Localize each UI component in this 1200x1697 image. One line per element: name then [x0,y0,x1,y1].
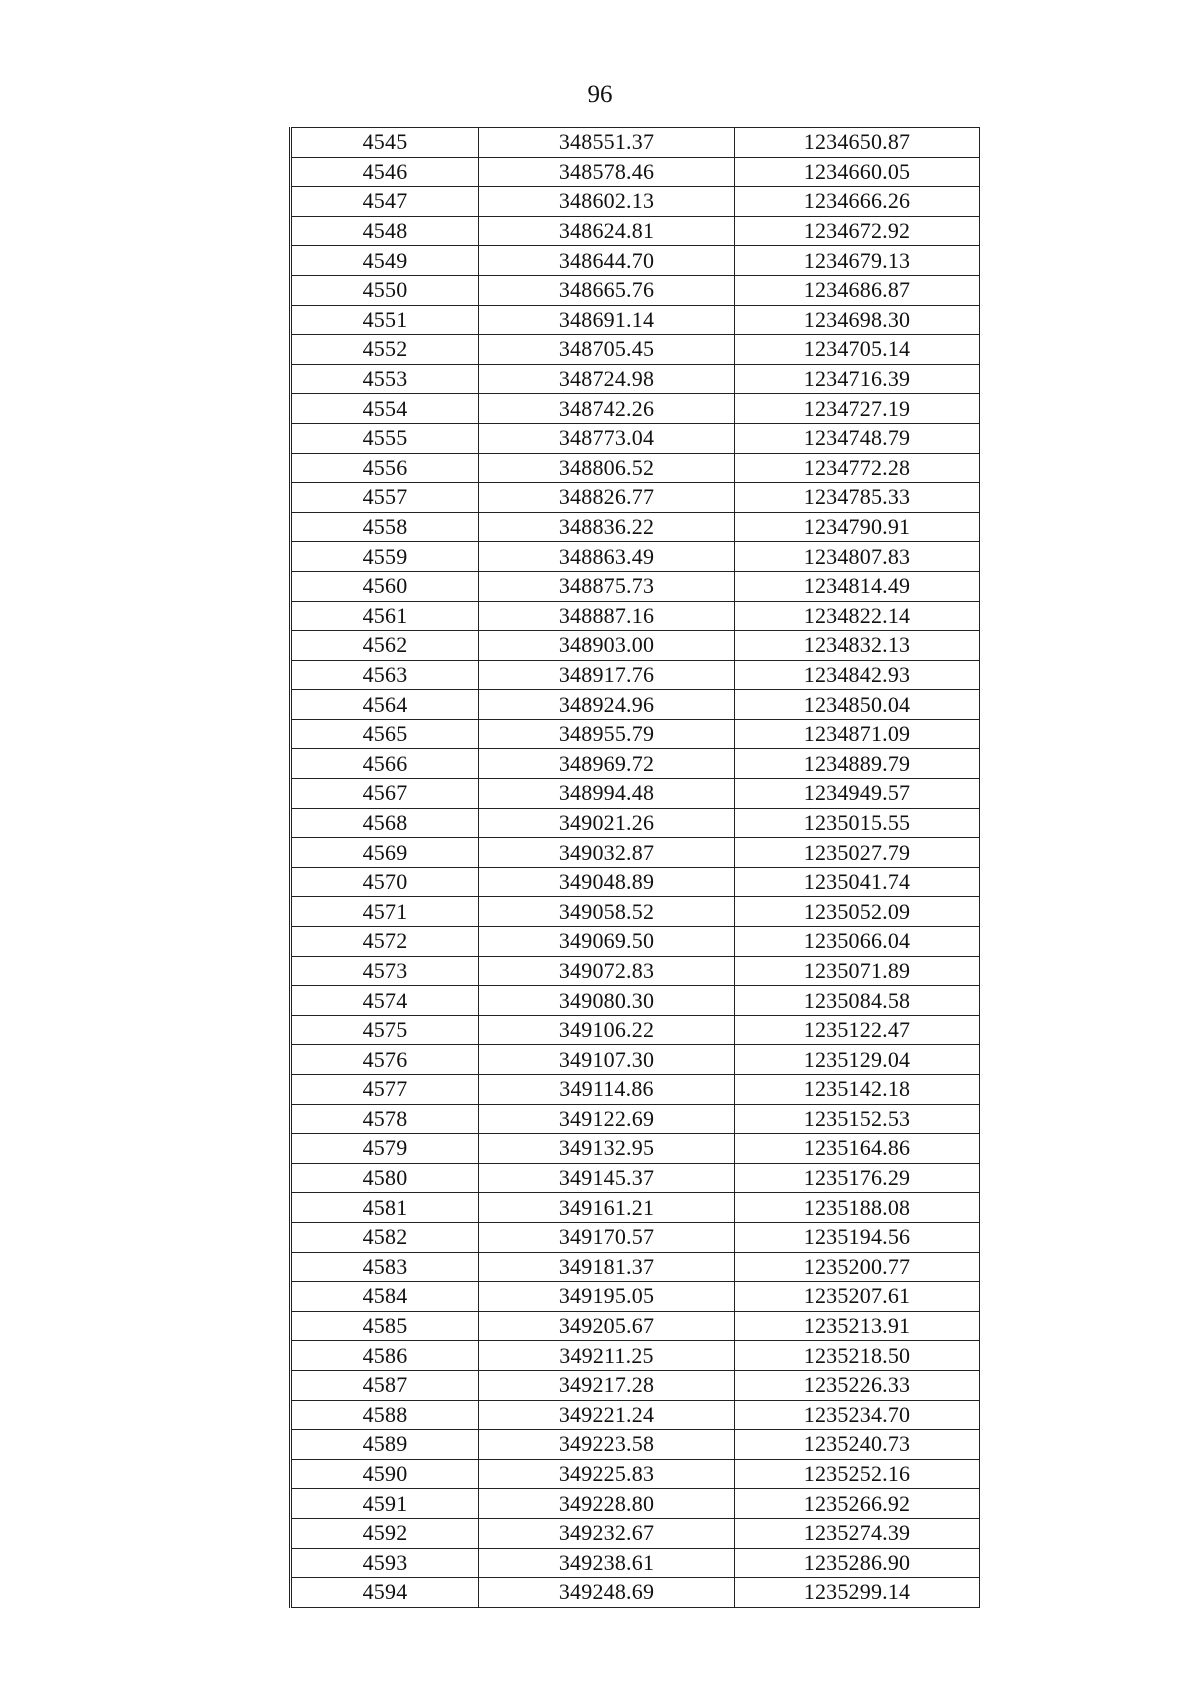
x-coordinate-cell: 348955.79 [479,719,735,749]
y-coordinate-cell: 1235286.90 [735,1548,980,1578]
point-number-cell: 4574 [291,986,479,1016]
y-coordinate-cell: 1235252.16 [735,1459,980,1489]
x-coordinate-cell: 349205.67 [479,1311,735,1341]
x-coordinate-cell: 349058.52 [479,897,735,927]
y-coordinate-cell: 1234650.87 [735,128,980,158]
table-row [291,1193,980,1223]
y-coordinate-cell: 1234698.30 [735,305,980,335]
table-row [291,631,980,661]
y-coordinate-cell: 1234705.14 [735,335,980,365]
point-number-cell: 4587 [291,1370,479,1400]
x-coordinate-cell: 349114.86 [479,1075,735,1105]
point-number-cell: 4547 [291,187,479,217]
x-coordinate-cell: 348705.45 [479,335,735,365]
x-coordinate-cell: 349107.30 [479,1045,735,1075]
table-row [291,187,980,217]
y-coordinate-cell: 1235218.50 [735,1341,980,1371]
point-number-cell: 4583 [291,1252,479,1282]
y-coordinate-cell: 1235266.92 [735,1489,980,1519]
table-row [291,157,980,187]
table-row [291,1370,980,1400]
table-row [291,897,980,927]
point-number-cell: 4545 [291,128,479,158]
point-number-cell: 4576 [291,1045,479,1075]
point-number-cell: 4555 [291,423,479,453]
y-coordinate-cell: 1234822.14 [735,601,980,631]
table-row [291,1252,980,1282]
x-coordinate-cell: 349048.89 [479,867,735,897]
y-coordinate-cell: 1234686.87 [735,275,980,305]
y-coordinate-cell: 1235041.74 [735,867,980,897]
y-coordinate-cell: 1235213.91 [735,1311,980,1341]
y-coordinate-cell: 1234790.91 [735,512,980,542]
table-row [291,1015,980,1045]
table-row [291,128,980,158]
y-coordinate-cell: 1235142.18 [735,1075,980,1105]
x-coordinate-cell: 349211.25 [479,1341,735,1371]
x-coordinate-cell: 348924.96 [479,690,735,720]
x-coordinate-cell: 349195.05 [479,1282,735,1312]
point-number-cell: 4585 [291,1311,479,1341]
y-coordinate-cell: 1234785.33 [735,483,980,513]
coordinates-table-body [291,128,980,1608]
table-row [291,986,980,1016]
y-coordinate-cell: 1234850.04 [735,690,980,720]
table-row [291,1075,980,1105]
x-coordinate-cell: 348578.46 [479,157,735,187]
x-coordinate-cell: 348863.49 [479,542,735,572]
point-number-cell: 4586 [291,1341,479,1371]
y-coordinate-cell: 1234672.92 [735,216,980,246]
y-coordinate-cell: 1235084.58 [735,986,980,1016]
y-coordinate-cell: 1235200.77 [735,1252,980,1282]
point-number-cell: 4560 [291,571,479,601]
table-row [291,601,980,631]
point-number-cell: 4549 [291,246,479,276]
x-coordinate-cell: 349145.37 [479,1163,735,1193]
x-coordinate-cell: 349080.30 [479,986,735,1016]
point-number-cell: 4589 [291,1430,479,1460]
y-coordinate-cell: 1234716.39 [735,364,980,394]
x-coordinate-cell: 348875.73 [479,571,735,601]
x-coordinate-cell: 349032.87 [479,838,735,868]
y-coordinate-cell: 1235207.61 [735,1282,980,1312]
table-row [291,246,980,276]
y-coordinate-cell: 1235176.29 [735,1163,980,1193]
point-number-cell: 4577 [291,1075,479,1105]
y-coordinate-cell: 1234807.83 [735,542,980,572]
x-coordinate-cell: 348691.14 [479,305,735,335]
table-row [291,1341,980,1371]
point-number-cell: 4548 [291,216,479,246]
point-number-cell: 4569 [291,838,479,868]
table-row [291,1578,980,1608]
table-row [291,394,980,424]
x-coordinate-cell: 348887.16 [479,601,735,631]
x-coordinate-cell: 349132.95 [479,1134,735,1164]
point-number-cell: 4590 [291,1459,479,1489]
point-number-cell: 4562 [291,631,479,661]
y-coordinate-cell: 1234727.19 [735,394,980,424]
table-row [291,1163,980,1193]
table-row [291,808,980,838]
page-number: 96 [587,81,613,108]
x-coordinate-cell: 349122.69 [479,1104,735,1134]
table-row [291,749,980,779]
point-number-cell: 4557 [291,483,479,513]
point-number-cell: 4546 [291,157,479,187]
point-number-cell: 4564 [291,690,479,720]
table-row [291,1489,980,1519]
y-coordinate-cell: 1234772.28 [735,453,980,483]
x-coordinate-cell: 349170.57 [479,1222,735,1252]
y-coordinate-cell: 1235052.09 [735,897,980,927]
y-coordinate-cell: 1234748.79 [735,423,980,453]
y-coordinate-cell: 1235274.39 [735,1518,980,1548]
table-row [291,1282,980,1312]
x-coordinate-cell: 348551.37 [479,128,735,158]
table-row [291,1430,980,1460]
x-coordinate-cell: 348903.00 [479,631,735,661]
point-number-cell: 4578 [291,1104,479,1134]
table-row [291,483,980,513]
table-row [291,364,980,394]
point-number-cell: 4593 [291,1548,479,1578]
table-row [291,1045,980,1075]
y-coordinate-cell: 1234666.26 [735,187,980,217]
point-number-cell: 4561 [291,601,479,631]
y-coordinate-cell: 1235071.89 [735,956,980,986]
table-row [291,927,980,957]
x-coordinate-cell: 348773.04 [479,423,735,453]
y-coordinate-cell: 1235152.53 [735,1104,980,1134]
table-row [291,512,980,542]
point-number-cell: 4588 [291,1400,479,1430]
point-number-cell: 4584 [291,1282,479,1312]
point-number-cell: 4594 [291,1578,479,1608]
point-number-cell: 4567 [291,779,479,809]
table-row [291,423,980,453]
point-number-cell: 4579 [291,1134,479,1164]
table-row [291,1400,980,1430]
y-coordinate-cell: 1235066.04 [735,927,980,957]
x-coordinate-cell: 349225.83 [479,1459,735,1489]
table-row [291,1311,980,1341]
y-coordinate-cell: 1235015.55 [735,808,980,838]
x-coordinate-cell: 348742.26 [479,394,735,424]
x-coordinate-cell: 349228.80 [479,1489,735,1519]
coordinates-table [289,127,980,1608]
point-number-cell: 4572 [291,927,479,957]
x-coordinate-cell: 349217.28 [479,1370,735,1400]
y-coordinate-cell: 1234871.09 [735,719,980,749]
point-number-cell: 4575 [291,1015,479,1045]
x-coordinate-cell: 349021.26 [479,808,735,838]
table-row [291,1104,980,1134]
table-row [291,867,980,897]
y-coordinate-cell: 1234814.49 [735,571,980,601]
x-coordinate-cell: 348917.76 [479,660,735,690]
point-number-cell: 4591 [291,1489,479,1519]
point-number-cell: 4568 [291,808,479,838]
x-coordinate-cell: 349221.24 [479,1400,735,1430]
table-row [291,1222,980,1252]
table-row [291,1459,980,1489]
x-coordinate-cell: 349072.83 [479,956,735,986]
point-number-cell: 4581 [291,1193,479,1223]
y-coordinate-cell: 1234832.13 [735,631,980,661]
point-number-cell: 4592 [291,1518,479,1548]
x-coordinate-cell: 348644.70 [479,246,735,276]
x-coordinate-cell: 349106.22 [479,1015,735,1045]
y-coordinate-cell: 1235240.73 [735,1430,980,1460]
x-coordinate-cell: 349223.58 [479,1430,735,1460]
point-number-cell: 4566 [291,749,479,779]
x-coordinate-cell: 348624.81 [479,216,735,246]
x-coordinate-cell: 348969.72 [479,749,735,779]
point-number-cell: 4550 [291,275,479,305]
point-number-cell: 4582 [291,1222,479,1252]
x-coordinate-cell: 349161.21 [479,1193,735,1223]
point-number-cell: 4570 [291,867,479,897]
table-row [291,660,980,690]
y-coordinate-cell: 1235226.33 [735,1370,980,1400]
table-row [291,542,980,572]
table-row [291,719,980,749]
x-coordinate-cell: 349238.61 [479,1548,735,1578]
table-row [291,779,980,809]
point-number-cell: 4563 [291,660,479,690]
x-coordinate-cell: 348994.48 [479,779,735,809]
table-row [291,1548,980,1578]
x-coordinate-cell: 348806.52 [479,453,735,483]
point-number-cell: 4551 [291,305,479,335]
x-coordinate-cell: 349181.37 [479,1252,735,1282]
table-row [291,1134,980,1164]
y-coordinate-cell: 1235164.86 [735,1134,980,1164]
y-coordinate-cell: 1234842.93 [735,660,980,690]
table-row [291,838,980,868]
y-coordinate-cell: 1235234.70 [735,1400,980,1430]
table-row [291,956,980,986]
point-number-cell: 4558 [291,512,479,542]
point-number-cell: 4554 [291,394,479,424]
x-coordinate-cell: 349248.69 [479,1578,735,1608]
table-row [291,335,980,365]
table-row [291,275,980,305]
table-row [291,571,980,601]
x-coordinate-cell: 348826.77 [479,483,735,513]
y-coordinate-cell: 1235194.56 [735,1222,980,1252]
y-coordinate-cell: 1235129.04 [735,1045,980,1075]
y-coordinate-cell: 1235188.08 [735,1193,980,1223]
point-number-cell: 4565 [291,719,479,749]
x-coordinate-cell: 348602.13 [479,187,735,217]
x-coordinate-cell: 349069.50 [479,927,735,957]
x-coordinate-cell: 348665.76 [479,275,735,305]
y-coordinate-cell: 1235027.79 [735,838,980,868]
y-coordinate-cell: 1235122.47 [735,1015,980,1045]
table-row [291,1518,980,1548]
point-number-cell: 4556 [291,453,479,483]
x-coordinate-cell: 349232.67 [479,1518,735,1548]
y-coordinate-cell: 1234889.79 [735,749,980,779]
y-coordinate-cell: 1234660.05 [735,157,980,187]
point-number-cell: 4580 [291,1163,479,1193]
table-row [291,216,980,246]
point-number-cell: 4552 [291,335,479,365]
y-coordinate-cell: 1234949.57 [735,779,980,809]
x-coordinate-cell: 348836.22 [479,512,735,542]
y-coordinate-cell: 1234679.13 [735,246,980,276]
point-number-cell: 4559 [291,542,479,572]
y-coordinate-cell: 1235299.14 [735,1578,980,1608]
point-number-cell: 4571 [291,897,479,927]
point-number-cell: 4553 [291,364,479,394]
table-row [291,305,980,335]
x-coordinate-cell: 348724.98 [479,364,735,394]
table-row [291,690,980,720]
point-number-cell: 4573 [291,956,479,986]
table-row [291,453,980,483]
